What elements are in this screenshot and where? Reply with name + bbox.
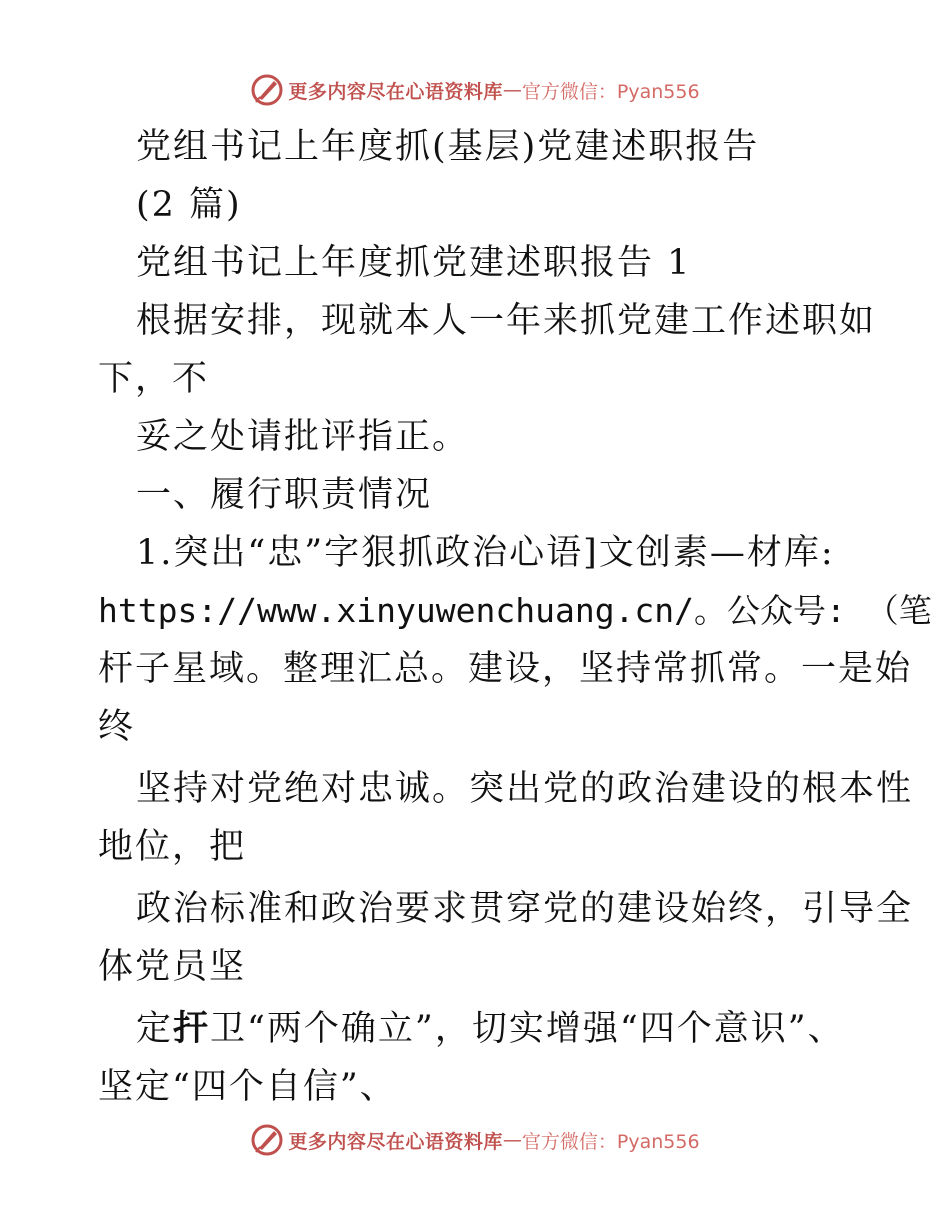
text-span: 定 (136, 1009, 174, 1049)
paragraph-line: 杆子星域。整理汇总。建设，坚持常抓常。一是始 (98, 649, 913, 689)
paragraph-line: 坚持对党绝对忠诚。突出党的政治建设的根本性 (136, 769, 914, 809)
paragraph-line: 1.突出“忠”字狠抓政治心语]文创素—材库: (136, 533, 835, 573)
footer-watermark (0, 1120, 950, 1160)
bold-character: 扞 (173, 1009, 211, 1049)
quill-logo-icon (250, 1123, 284, 1157)
watermark-wechat: 官方微信：Pyan556 (521, 80, 700, 103)
document-body (98, 118, 932, 1116)
watermark-separator: — (502, 79, 522, 101)
watermark-text: 更多内容尽在心语资料库 (288, 80, 503, 103)
document-title-count: (2 篇) (136, 185, 242, 225)
report-subtitle: 党组书记上年度抓党建述职报告 1 (136, 243, 692, 283)
paragraph-line: 妥之处请批评指正。 (136, 417, 470, 457)
paragraph-line (98, 1000, 858, 1058)
url-line: https://www.xinyuwenchuang.cn/。公众号: （笔 (98, 591, 932, 630)
paragraph-line: 地位，把 (98, 827, 247, 867)
paragraph-line: 体党员坚 (98, 947, 247, 987)
paragraph-line: 终 (98, 707, 136, 747)
document-title: 党组书记上年度抓(基层)党建述职报告 (136, 127, 760, 167)
watermark-wechat: 官方微信：Pyan556 (521, 1130, 700, 1153)
paragraph-line: 根据安排，现就本人一年来抓党建工作述职如 (136, 301, 877, 341)
text-span: 卫“两个确立”，切实增强“四个意识”、 (210, 1009, 845, 1049)
quill-logo-icon (250, 73, 284, 107)
paragraph-line: 下，不 (98, 359, 210, 399)
section-heading: 一、履行职责情况 (136, 475, 433, 515)
paragraph-line: 政治标准和政治要求贯穿党的建设始终，引导全 (136, 889, 914, 929)
watermark-separator: — (502, 1129, 522, 1151)
header-watermark (0, 70, 950, 110)
paragraph-line: 坚定“四个自信”、 (98, 1067, 397, 1107)
watermark-text: 更多内容尽在心语资料库 (288, 1130, 503, 1153)
